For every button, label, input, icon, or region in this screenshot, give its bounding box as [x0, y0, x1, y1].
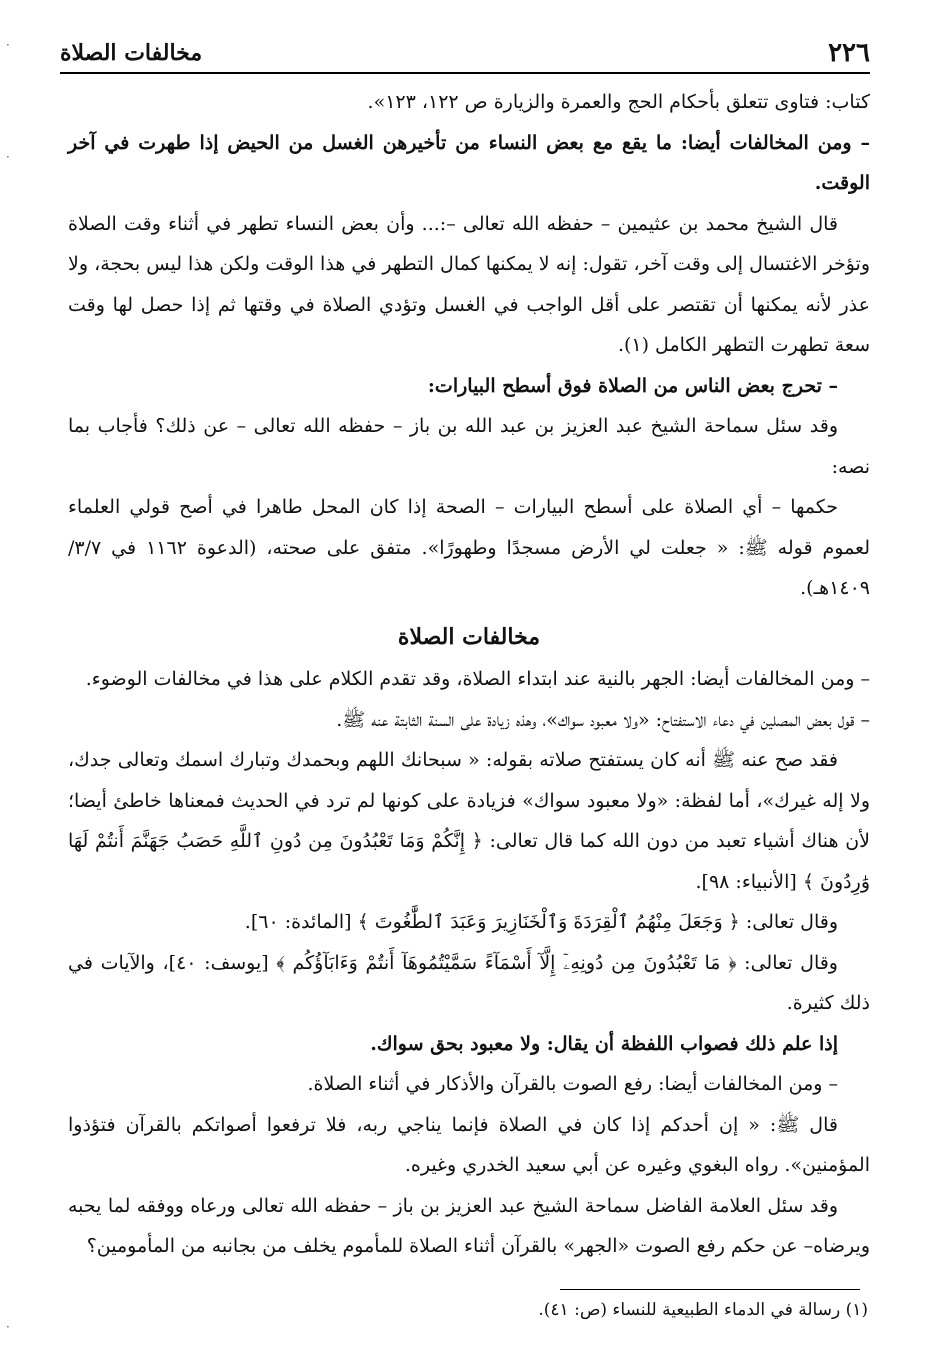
page-number: ٢٢٦: [828, 38, 870, 68]
margin-mark: ·: [6, 1320, 10, 1334]
page-header: [60, 36, 870, 74]
paragraph-verse-maidah: وقال تعالى: ﴿ وَجَعَلَ مِنْهُمُ ٱلْقِرَدَةَ وَٱلْخَنَازِيرَ وَعَبَدَ ٱلطَّٰغُوتَ ﴾ [المائدة: ٦٠].: [244, 911, 838, 933]
paragraph-ibn-uthaymeen-quote: قال الشيخ محمد بن عثيمين – حفظه الله تعالى –:... وأن بعض النساء تطهر في أثناء وقت الصلاة وتؤخر الاغتسال إلى وقت آخر، تقول: إنه لا يمكنها كمال التطهر في هذا الوقت ولكن هذا ليس بحجة، ولا عذر لأنه يمكنها أن تقتصر على أقل الواجب في الغسل وتؤدي الصلاة في وقتها ثم إذا حصل لها وقت سعة تطهرت التطهر الكامل (١).: [68, 212, 870, 356]
paragraph-ibn-baz-question: وقد سئل سماحة الشيخ عبد العزيز بن عبد الله بن باز – حفظه الله تعالى – عن ذلك؟ فأجاب بما نصه:: [68, 415, 870, 478]
paragraph-violation-ghusl-delay: – ومن المخالفات أيضا: ما يقع مع بعض النساء من تأخيرهن الغسل من الحيض إذا طهرت في آخر الوقت.: [68, 131, 870, 194]
paragraph-violation-rooftop: – تحرج بعض الناس من الصلاة فوق أسطح البيارات:: [427, 374, 838, 397]
margin-mark: ·: [6, 38, 10, 52]
margin-mark: ·: [6, 150, 10, 164]
footnote-divider: [560, 1289, 860, 1290]
section-heading: مخالفات الصلاة: [397, 623, 541, 650]
paragraph-hadith-quote: قال ﷺ: « إن أحدكم إذا كان في الصلاة فإنما يناجي ربه، فلا ترفعوا أصواتكم بالقرآن فتؤذوا المؤمنين». رواه البغوي وغيره عن أبي سعيد الخدري وغيره.: [68, 1113, 870, 1176]
running-title: مخالفات الصلاة: [60, 40, 203, 66]
page-body: [68, 82, 870, 1267]
paragraph-violation-loud-voice: – ومن المخالفات أيضا: رفع الصوت بالقرآن والأذكار في أثناء الصلاة.: [307, 1073, 838, 1095]
paragraph-ibn-baz-answer: حكمها – أي الصلاة على أسطح البيارات – الصحة إذا كان المحل طاهرا في أصح قولي العلماء لعموم قوله ﷺ: « جعلت لي الأرض مسجدًا وطهورًا». متفق على صحته، (الدعوة ١١٦٢ في ٣/٧/ ١٤٠٩هـ).: [68, 496, 871, 599]
paragraph-violation-istiftah: – قول بعض المصلين في دعاء الاستفتاح: «ولا معبود سواك»، وهذه زيادة على السنة الثابتة عنه ﷺ.: [336, 708, 870, 731]
paragraph-istiftah-explanation: فقد صح عنه ﷺ أنه كان يستفتح صلاته بقوله: « سبحانك اللهم وبحمدك وتبارك اسمك وتعالى جدك، ولا إله غيرك»، أما لفظة: «ولا معبود سواك» فزيادة على كونها لم ترد في الحديث فمعناها خاطئ أيضا؛ لأن هناك أشياء تعبد من دون الله كما قال تعالى: ﴿ إِنَّكُمْ وَمَا تَعْبُدُونَ مِن دُونِ ٱللَّهِ حَصَبُ جَهَنَّمَ أَنتُمْ لَهَا وَٰرِدُونَ ﴾ [الأنبياء: ٩٨].: [68, 749, 870, 893]
paragraph-ibn-baz-second-question: وقد سئل العلامة الفاضل سماحة الشيخ عبد العزيز بن باز – حفظه الله تعالى ورعاه ووفقه لما يحبه ويرضاه– عن حكم رفع الصوت «الجهر» بالقرآن أثناء الصلاة للمأموم يخلف من بجانبه من المأمومين؟: [68, 1194, 870, 1257]
paragraph-verse-yusuf: وقال تعالى: ﴿ مَا تَعْبُدُونَ مِن دُونِهِۦٓ إِلَّآ أَسْمَآءً سَمَّيْتُمُوهَآ أَنتُمْ وَءَابَآؤُكُم ﴾ [يوسف: ٤٠]، والآيات في ذلك كثيرة.: [68, 951, 870, 1014]
footnote: (١) رسالة في الدماء الطبيعية للنساء (ص: ٤١).: [538, 1300, 868, 1320]
paragraph-book-reference: كتاب: فتاوى تتعلق بأحكام الحج والعمرة والزيارة ص ١٢٢، ١٢٣».: [367, 91, 870, 113]
paragraph-correct-wording: إذا علم ذلك فصواب اللفظة أن يقال: ولا معبود بحق سواك.: [370, 1032, 838, 1055]
paragraph-violation-niyyah: – ومن المخالفات أيضا: الجهر بالنية عند ابتداء الصلاة، وقد تقدم الكلام على هذا في مخالفات الوضوء.: [85, 668, 870, 690]
